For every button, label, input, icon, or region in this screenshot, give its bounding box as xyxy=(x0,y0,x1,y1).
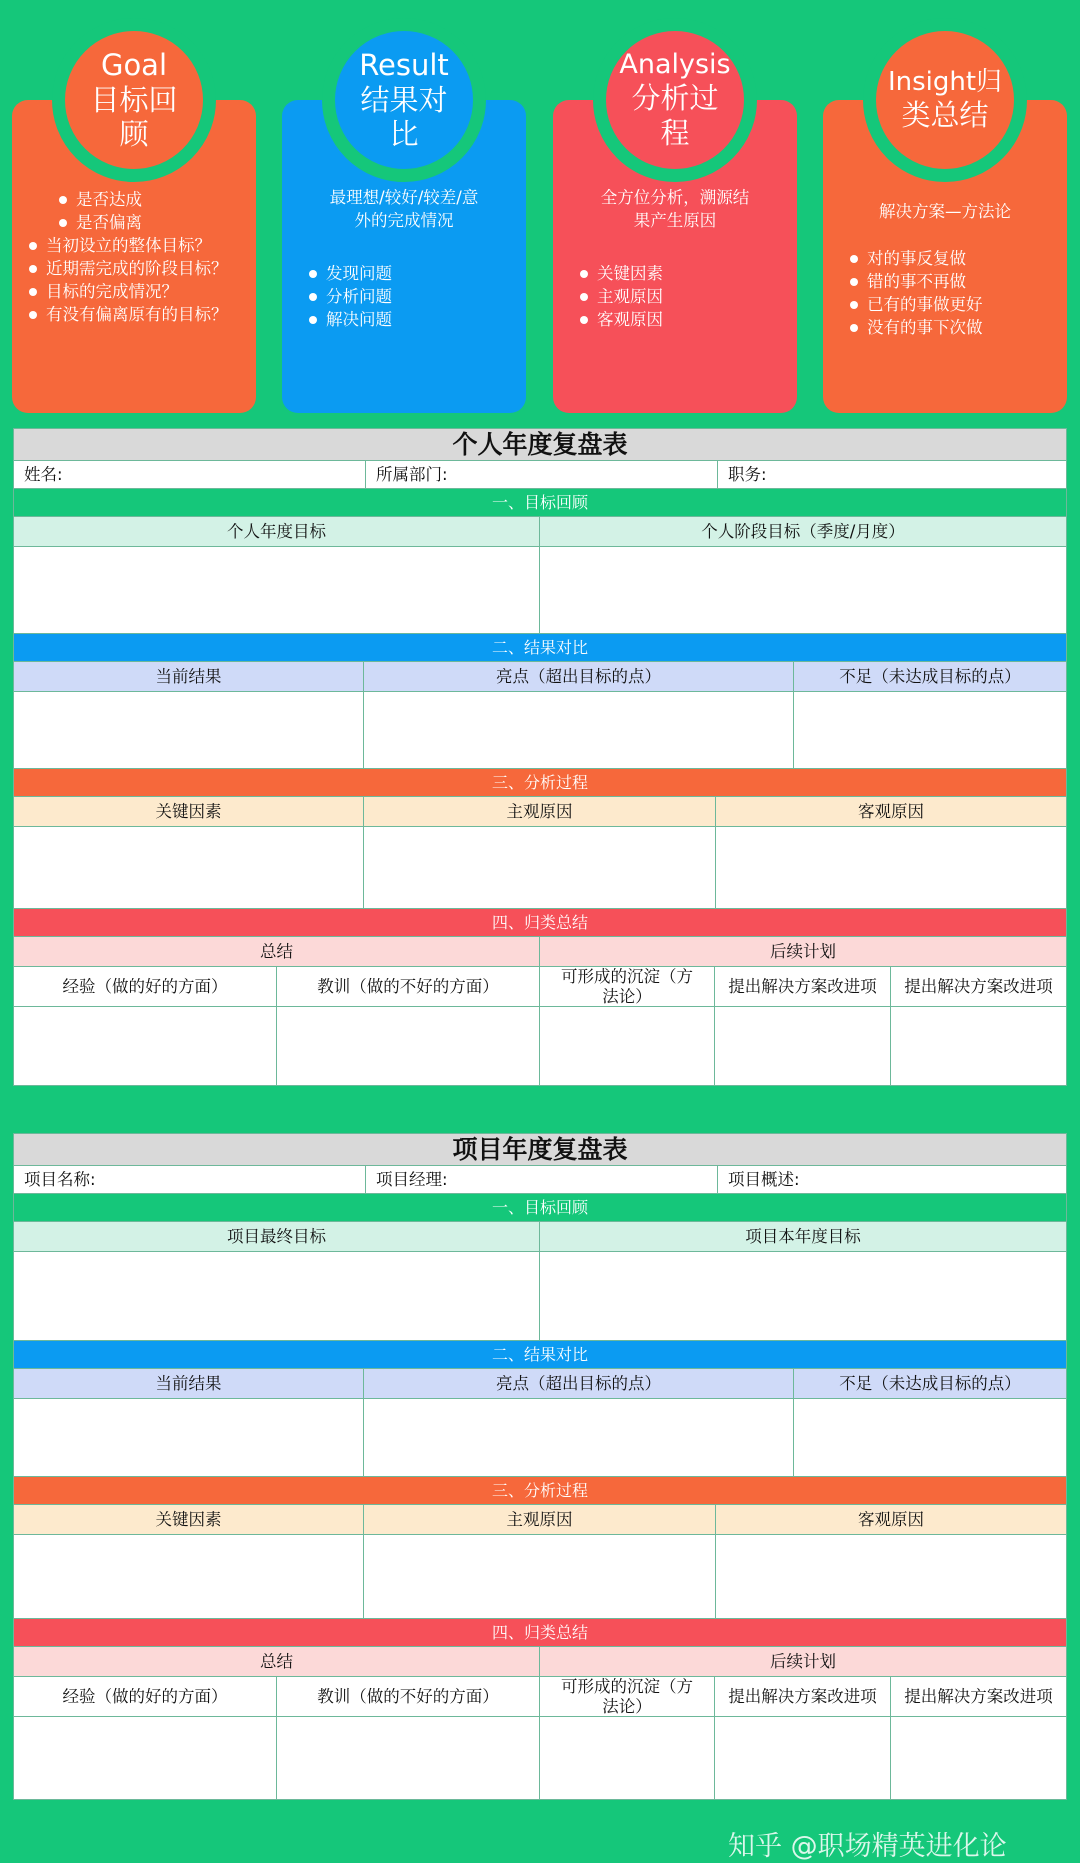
input-cell[interactable] xyxy=(540,1252,1066,1340)
section-analysis: 三、分析过程 xyxy=(491,1480,588,1500)
department-field[interactable]: 所属部门: xyxy=(366,461,718,488)
card-insight-zh-head: 归 xyxy=(976,67,1003,97)
list-item: 没有的事下次做 xyxy=(843,316,1057,339)
project-name-field[interactable]: 项目名称: xyxy=(14,1166,366,1193)
card-goal-circle xyxy=(52,18,216,182)
card-analysis xyxy=(553,49,797,413)
card-insight-en xyxy=(888,67,1002,98)
personal-review-table xyxy=(13,428,1067,1086)
column-header: 客观原因 xyxy=(858,801,924,821)
list-item: 错的事不再做 xyxy=(843,270,1057,293)
input-cell[interactable] xyxy=(891,1717,1066,1799)
input-cell[interactable] xyxy=(716,827,1066,908)
input-cell[interactable] xyxy=(794,692,1066,768)
input-cell[interactable] xyxy=(540,1007,715,1085)
input-cell[interactable] xyxy=(364,1535,716,1618)
name-field[interactable]: 姓名: xyxy=(14,461,366,488)
list-item: 关键因素 xyxy=(573,262,787,285)
group-header-summary: 总结 xyxy=(14,1647,540,1676)
project-review-table xyxy=(13,1133,1067,1800)
input-cell[interactable] xyxy=(277,1717,540,1799)
table-title: 项目年度复盘表 xyxy=(452,1134,628,1164)
list-item: 是否达成 xyxy=(52,188,246,211)
input-cell[interactable] xyxy=(891,1007,1066,1085)
group-header-plan: 后续计划 xyxy=(770,941,836,961)
column-header: 当前结果 xyxy=(14,662,364,691)
card-analysis-zh: 分析过程 xyxy=(631,81,719,151)
column-header: 主观原因 xyxy=(364,1505,716,1534)
project-overview-field[interactable]: 项目概述: xyxy=(728,1169,800,1189)
card-insight-zh: 类总结 xyxy=(901,98,989,133)
list-item: 有没有偏离原有的目标？ xyxy=(22,303,246,326)
column-header: 不足（未达成目标的点） xyxy=(839,666,1021,686)
project-manager-field[interactable]: 项目经理: xyxy=(366,1166,718,1193)
input-cell[interactable] xyxy=(716,1535,1066,1618)
column-header: 不足（未达成目标的点） xyxy=(839,1373,1021,1393)
column-header: 主观原因 xyxy=(364,797,716,826)
list-item: 客观原因 xyxy=(573,308,787,331)
input-cell[interactable] xyxy=(364,827,716,908)
input-cell[interactable] xyxy=(540,1717,715,1799)
column-header: 经验（做的好的方面） xyxy=(14,1677,277,1716)
list-item: 目标的完成情况？ xyxy=(22,280,246,303)
column-header: 提出解决方案改进项 xyxy=(715,967,891,1006)
group-header-plan: 后续计划 xyxy=(770,1651,836,1671)
column-header: 关键因素 xyxy=(14,797,364,826)
input-cell[interactable] xyxy=(14,1535,364,1618)
card-goal-en: Goal xyxy=(100,47,168,82)
input-cell[interactable] xyxy=(14,1717,277,1799)
section-summary: 四、归类总结 xyxy=(491,1622,588,1642)
column-header: 亮点（超出目标的点） xyxy=(364,662,794,691)
card-analysis-en: Analysis xyxy=(619,49,731,80)
list-item: 解决问题 xyxy=(302,308,516,331)
card-result-list xyxy=(302,262,516,331)
card-result-circle xyxy=(322,18,486,182)
group-header-summary: 总结 xyxy=(14,937,540,966)
card-goal-zh: 目标回顾 xyxy=(90,82,178,152)
column-header: 提出解决方案改进项 xyxy=(904,976,1053,996)
section-analysis: 三、分析过程 xyxy=(491,772,588,792)
card-result-zh: 结果对比 xyxy=(360,82,448,152)
section-goal-review: 一、目标回顾 xyxy=(491,492,588,512)
column-header: 关键因素 xyxy=(14,1505,364,1534)
section-result-compare: 二、结果对比 xyxy=(491,1344,588,1364)
card-goal xyxy=(12,47,256,413)
input-cell[interactable] xyxy=(540,547,1066,633)
column-header: 项目最终目标 xyxy=(14,1222,540,1251)
column-header: 亮点（超出目标的点） xyxy=(364,1369,794,1398)
list-item: 近期需完成的阶段目标？ xyxy=(22,257,246,280)
table-title: 个人年度复盘表 xyxy=(452,429,628,459)
card-result xyxy=(282,47,526,413)
column-header: 提出解决方案改进项 xyxy=(904,1686,1053,1706)
column-header: 当前结果 xyxy=(14,1369,364,1398)
input-cell[interactable] xyxy=(14,1252,540,1340)
card-insight-circle xyxy=(863,18,1027,182)
list-item: 对的事反复做 xyxy=(843,247,1057,270)
input-cell[interactable] xyxy=(277,1007,540,1085)
input-cell[interactable] xyxy=(794,1399,1066,1476)
column-header: 教训（做的不好的方面） xyxy=(277,1677,540,1716)
card-analysis-subtitle: 全方位分析，溯源结果产生原因 xyxy=(600,188,750,230)
input-cell[interactable] xyxy=(14,1007,277,1085)
card-result-en: Result xyxy=(359,47,449,82)
column-header: 项目本年度目标 xyxy=(745,1226,861,1246)
column-header: 个人年度目标 xyxy=(14,517,540,546)
section-result-compare: 二、结果对比 xyxy=(491,637,588,657)
card-result-subtitle: 最理想/较好/较差/意外的完成情况 xyxy=(329,188,479,230)
card-analysis-list xyxy=(573,262,787,331)
input-cell[interactable] xyxy=(14,1399,364,1476)
input-cell[interactable] xyxy=(14,827,364,908)
input-cell[interactable] xyxy=(715,1717,891,1799)
input-cell[interactable] xyxy=(715,1007,891,1085)
column-header: 经验（做的好的方面） xyxy=(14,967,277,1006)
input-cell[interactable] xyxy=(364,1399,794,1476)
input-cell[interactable] xyxy=(364,692,794,768)
list-item: 主观原因 xyxy=(573,285,787,308)
column-header: 教训（做的不好的方面） xyxy=(277,967,540,1006)
position-field[interactable]: 职务: xyxy=(728,464,767,484)
card-analysis-circle xyxy=(593,18,757,182)
input-cell[interactable] xyxy=(14,692,364,768)
card-insight xyxy=(823,67,1067,413)
list-item: 是否偏离 xyxy=(52,211,246,234)
column-header: 提出解决方案改进项 xyxy=(715,1677,891,1716)
column-header: 个人阶段目标（季度/月度） xyxy=(701,521,905,541)
column-header: 客观原因 xyxy=(858,1509,924,1529)
section-goal-review: 一、目标回顾 xyxy=(491,1197,588,1217)
list-item: 已有的事做更好 xyxy=(843,293,1057,316)
input-cell[interactable] xyxy=(14,547,540,633)
card-insight-en-text: Insight xyxy=(887,67,977,97)
section-summary: 四、归类总结 xyxy=(491,912,588,932)
card-goal-list xyxy=(22,188,246,326)
list-item: 当初设立的整体目标？ xyxy=(22,234,246,257)
card-insight-list xyxy=(843,247,1057,339)
list-item: 发现问题 xyxy=(302,262,516,285)
watermark: 知乎 @职场精英进化论 xyxy=(728,1831,1007,1862)
column-header: 可形成的沉淀（方法论） xyxy=(540,1677,715,1716)
card-insight-subtitle: 解决方案—方法论 xyxy=(879,202,1011,221)
list-item: 分析问题 xyxy=(302,285,516,308)
column-header: 可形成的沉淀（方法论） xyxy=(540,967,715,1006)
